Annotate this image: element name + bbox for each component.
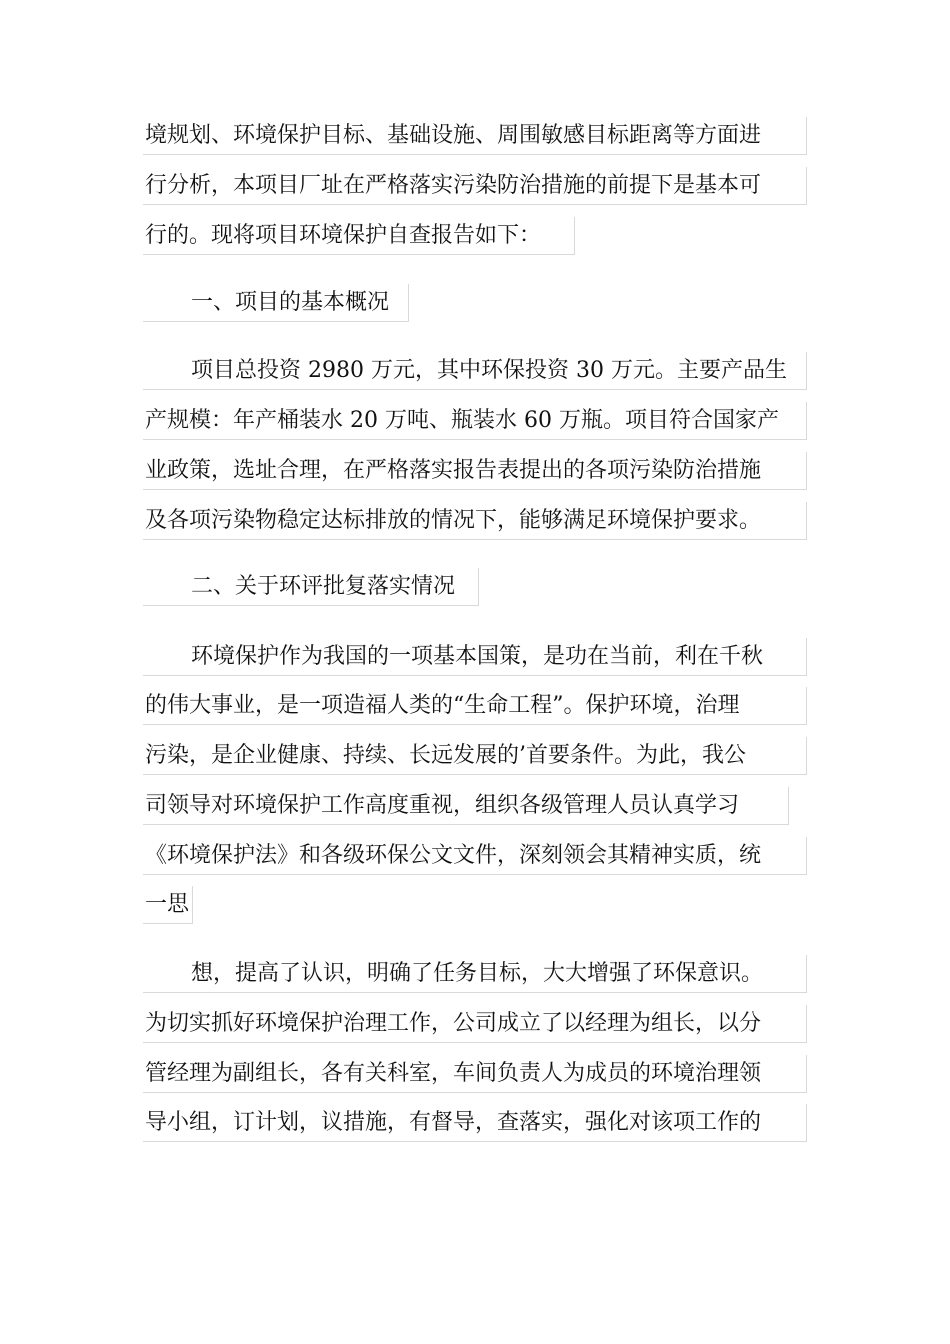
section-heading-1: 一、项目的基本概况 — [143, 284, 409, 322]
text-line: 导小组，订计划，议措施，有督导，查落实，强化对该项工作的 — [143, 1104, 807, 1142]
text-line: 业政策，选址合理，在严格落实报告表提出的各项污染防治措施 — [143, 452, 807, 490]
text-line: 行的。现将项目环境保护自查报告如下： — [143, 217, 575, 255]
text-line: 项目总投资 2980 万元，其中环保投资 30 万元。主要产品生 — [143, 352, 807, 390]
text-line: 及各项污染物稳定达标排放的情况下，能够满足环境保护要求。 — [143, 502, 807, 540]
text-line: 产规模：年产桶装水 20 万吨、瓶装水 60 万瓶。项目符合国家产 — [143, 402, 807, 440]
text-line: 污染，是企业健康、持续、长远发展的’首要条件。为此，我公 — [143, 737, 807, 775]
text-line: 境规划、环境保护目标、基础设施、周围敏感目标距离等方面进 — [143, 117, 807, 155]
text-line: 管经理为副组长，各有关科室，车间负责人为成员的环境治理领 — [143, 1055, 807, 1093]
section-heading-2: 二、关于环评批复落实情况 — [143, 568, 479, 606]
text-line: 司领导对环境保护工作高度重视，组织各级管理人员认真学习 — [143, 787, 789, 825]
text-line: 一思 — [143, 886, 193, 924]
text-line: 想，提高了认识，明确了任务目标，大大增强了环保意识。 — [143, 955, 807, 993]
text-line: 《环境保护法》和各级环保公文文件，深刻领会其精神实质，统 — [143, 837, 807, 875]
text-line: 行分析，本项目厂址在严格落实污染防治措施的前提下是基本可 — [143, 167, 807, 205]
text-line: 的伟大事业，是一项造福人类的“生命工程”。保护环境，治理 — [143, 687, 807, 725]
text-line: 环境保护作为我国的一项基本国策，是功在当前，利在千秋 — [143, 638, 807, 676]
text-line: 为切实抓好环境保护治理工作，公司成立了以经理为组长，以分 — [143, 1005, 807, 1043]
